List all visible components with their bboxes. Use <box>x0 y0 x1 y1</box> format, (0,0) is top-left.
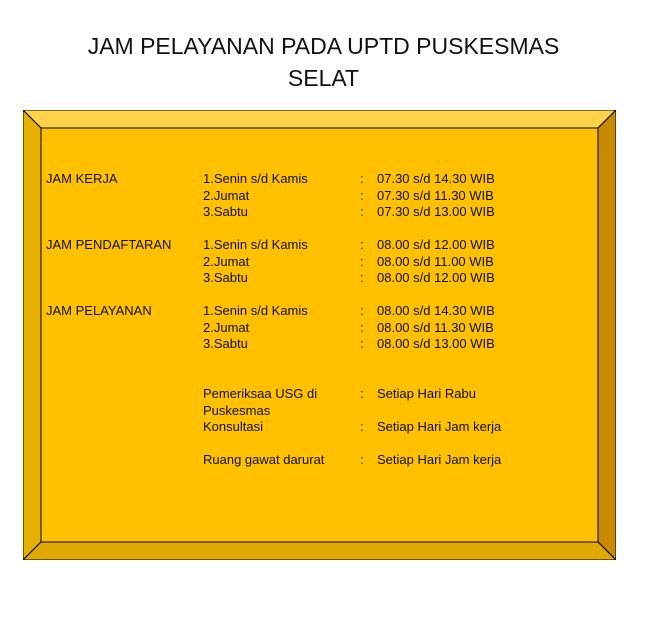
page-title-line-2: SELAT <box>287 65 360 91</box>
separator: : <box>360 253 364 269</box>
schedule-time: 08.00 s/d 12.00 WIB <box>377 237 495 252</box>
section-label-jam-pelayanan: JAM PELAYANAN <box>46 303 152 318</box>
schedule-time: 08.00 s/d 14.30 WIB <box>377 303 495 318</box>
extra-value-usg: Setiap Hari Rabu <box>377 386 476 401</box>
schedule-day: 3.Sabtu <box>203 204 248 219</box>
schedule-time: 07.30 s/d 13.00 WIB <box>377 204 495 219</box>
bevel-bottom <box>23 542 616 560</box>
schedule-day: 1.Senin s/d Kamis <box>203 303 308 318</box>
extra-name-usg-line2: Puskesmas <box>203 402 271 418</box>
schedule-day: 3.Sabtu <box>203 270 248 285</box>
section-label-jam-pendaftaran: JAM PENDAFTARAN <box>46 237 172 252</box>
extra-value-konsultasi: Setiap Hari Jam kerja <box>377 419 502 434</box>
schedule-time: 08.00 s/d 11.00 WIB <box>377 253 494 269</box>
separator: : <box>360 452 364 467</box>
extra-value-ugd: Setiap Hari Jam kerja <box>377 452 502 467</box>
extra-name-konsultasi: Konsultasi <box>203 419 263 434</box>
separator: : <box>360 237 364 252</box>
separator: : <box>360 270 364 285</box>
schedule-time: 08.00 s/d 11.30 WIB <box>377 319 494 335</box>
separator: : <box>360 204 364 219</box>
separator: : <box>360 187 364 203</box>
schedule-day: 2.Jumat <box>203 253 250 269</box>
section-label-jam-kerja: JAM KERJA <box>46 171 118 186</box>
separator: : <box>360 171 364 186</box>
page-title-line-1: JAM PELAYANAN PADA UPTD PUSKESMAS <box>87 33 560 59</box>
schedule-time: 07.30 s/d 11.30 WIB <box>377 187 494 203</box>
extra-name-usg: Pemeriksaa USG di <box>203 386 318 401</box>
schedule-day: 2.Jumat <box>203 319 250 335</box>
schedule-time: 08.00 s/d 13.00 WIB <box>377 336 495 351</box>
schedule-day: 1.Senin s/d Kamis <box>203 171 308 186</box>
board-face <box>41 128 598 542</box>
separator: : <box>360 419 364 434</box>
separator: : <box>360 336 364 351</box>
bevel-left <box>23 110 41 560</box>
bevel-top <box>23 110 616 128</box>
extra-name-ugd: Ruang gawat darurat <box>203 452 325 467</box>
separator: : <box>360 386 364 401</box>
separator: : <box>360 303 364 318</box>
schedule-day: 2.Jumat <box>203 187 250 203</box>
schedule-time: 07.30 s/d 14.30 WIB <box>377 171 495 186</box>
bevel-right <box>598 110 616 560</box>
schedule-day: 3.Sabtu <box>203 336 248 351</box>
schedule-time: 08.00 s/d 12.00 WIB <box>377 270 495 285</box>
separator: : <box>360 319 364 335</box>
schedule-day: 1.Senin s/d Kamis <box>203 237 308 252</box>
